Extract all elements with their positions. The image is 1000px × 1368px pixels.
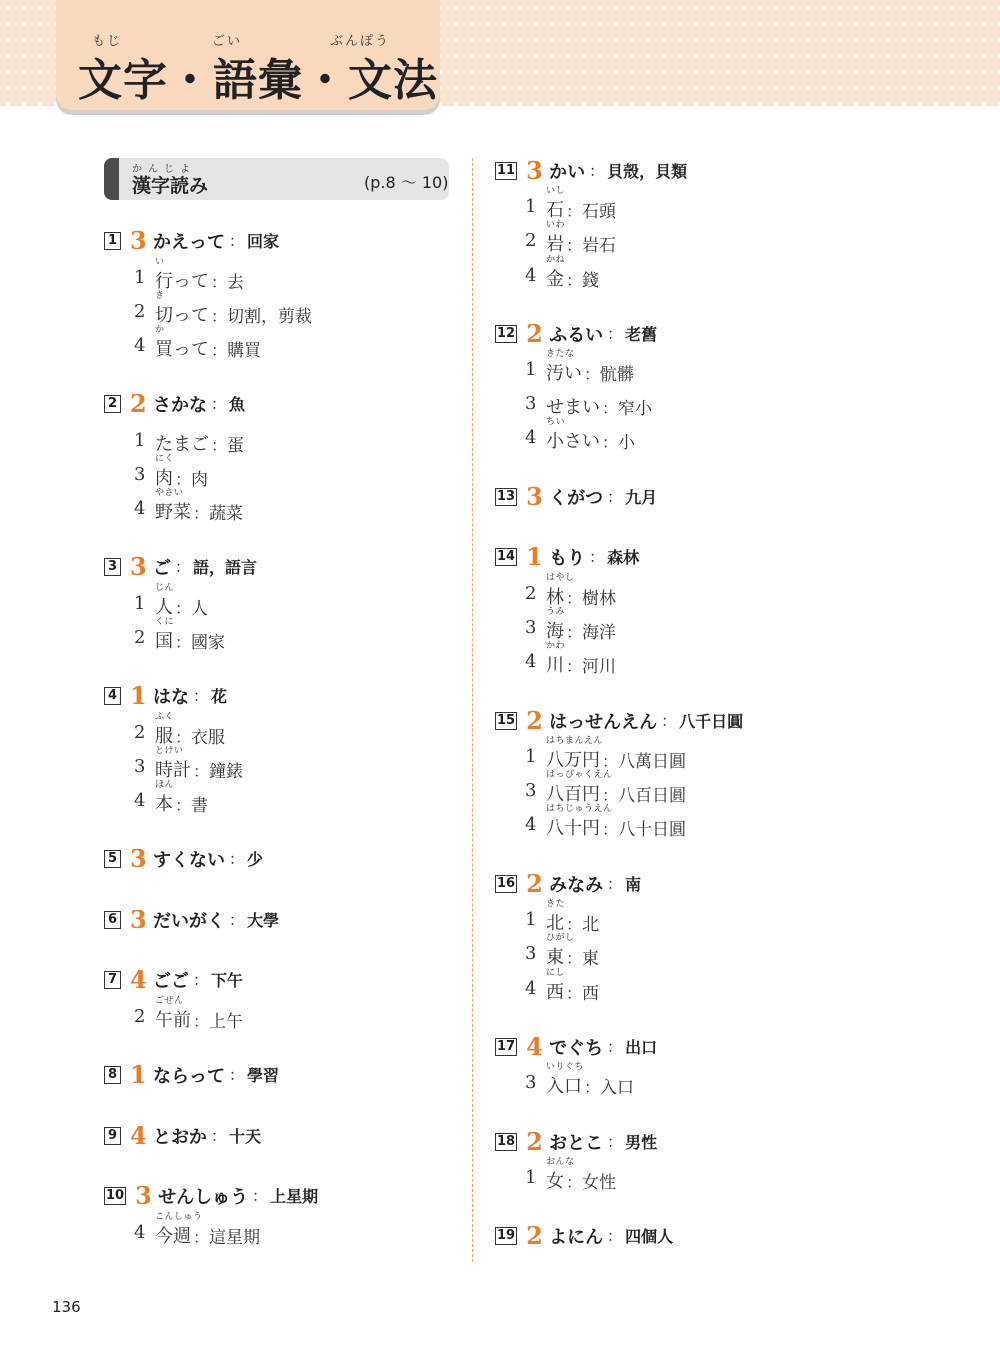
option-meaning: 女性: [582, 1173, 617, 1193]
option-furigana: にく: [155, 454, 175, 464]
answer-reading: みなみ: [549, 874, 604, 896]
answer-reading: かい: [549, 161, 586, 183]
option-word: 入口: [546, 1076, 582, 1097]
option-number: 4: [134, 1222, 146, 1243]
answer-meaning: 南: [625, 875, 642, 894]
question-number: 10: [106, 1188, 125, 1203]
colon: ：: [584, 365, 601, 384]
question-row: [104, 389, 245, 418]
option-number: 3: [134, 464, 146, 485]
question-number: 3: [104, 558, 121, 576]
option-meaning-wrap: [566, 979, 599, 1004]
answer-number: 4: [130, 1121, 147, 1150]
section-furigana: かんじよ: [132, 164, 196, 175]
option-meaning: 人: [191, 599, 209, 619]
option-word: 本: [155, 794, 173, 815]
answer-number: 3: [130, 905, 147, 934]
option-meaning: 窄小: [618, 399, 653, 419]
option-word: 行って: [155, 271, 209, 292]
answer-reading: ふるい: [549, 324, 604, 346]
option-meaning-wrap: [584, 1073, 634, 1098]
answer-meaning: 學習: [247, 1066, 280, 1085]
colon: ：: [211, 395, 227, 413]
question-number: 18: [497, 1134, 516, 1149]
option-number: 4: [134, 498, 146, 519]
option-word: 石: [546, 200, 564, 221]
option-furigana: はっぴゃくえん: [546, 770, 613, 780]
option-meaning: 河川: [582, 657, 617, 677]
colon: ：: [193, 762, 210, 781]
answer-reading: でぐち: [549, 1037, 604, 1059]
colon: ：: [566, 949, 583, 968]
option-meaning: 上午: [209, 1012, 244, 1032]
colon: ：: [175, 633, 192, 652]
colon: ：: [175, 470, 192, 489]
option-number: 4: [134, 335, 146, 356]
colon: ：: [229, 911, 245, 929]
colon: ：: [602, 752, 619, 771]
answer-number: 3: [135, 1181, 152, 1210]
question-row: [495, 542, 639, 571]
answer-meaning: 魚: [229, 395, 246, 414]
option-furigana: とけい: [155, 746, 184, 756]
question-row: [104, 965, 243, 994]
option-meaning-wrap: [566, 197, 616, 222]
option-number: 3: [525, 943, 537, 964]
option-number: 3: [525, 393, 537, 414]
answer-meaning: 回家: [247, 232, 280, 251]
option-meaning: 國家: [191, 633, 226, 653]
option-word: 東: [546, 947, 564, 968]
question-row: [104, 552, 257, 581]
option-number: 4: [525, 427, 537, 448]
page-number: 136: [52, 1298, 81, 1316]
option-meaning: 這星期: [209, 1228, 261, 1248]
question-row: [495, 482, 657, 511]
option-meaning-wrap: [193, 499, 243, 524]
answer-reading: だいがく: [153, 910, 225, 932]
option-word: 野菜: [155, 502, 191, 523]
colon: ：: [175, 728, 192, 747]
option-meaning: 北: [582, 915, 600, 935]
answer-meaning: 下午: [211, 971, 244, 990]
answer-number: 2: [526, 706, 543, 735]
option-word: 川: [546, 655, 564, 676]
colon: ：: [566, 271, 583, 290]
answer-reading: はっせんえん: [549, 711, 658, 733]
option-word: 服: [155, 726, 173, 747]
option-word: 八十円: [546, 818, 600, 839]
colon: ：: [661, 712, 677, 730]
option-number: 3: [134, 756, 146, 777]
option-number: 3: [525, 1072, 537, 1093]
answer-number: 1: [526, 542, 543, 571]
question-row: [104, 844, 263, 873]
option-furigana: ちい: [546, 417, 566, 427]
option-meaning-wrap: [602, 428, 635, 453]
colon: ：: [211, 1127, 227, 1145]
option-furigana: はちじゅうえん: [546, 804, 613, 814]
question-row: [495, 1127, 657, 1156]
question-row: [495, 869, 641, 898]
option-number: 2: [134, 627, 146, 648]
answer-meaning: 上星期: [270, 1187, 319, 1206]
colon: ：: [252, 1187, 268, 1205]
colon: ：: [211, 273, 228, 292]
colon: ：: [589, 162, 605, 180]
question-row: [104, 905, 279, 934]
colon: ：: [175, 558, 191, 576]
answer-meaning: 少: [247, 850, 264, 869]
option-meaning: 海洋: [582, 623, 617, 643]
answer-meaning: 老舊: [625, 325, 658, 344]
option-number: 4: [525, 814, 537, 835]
option-meaning: 肉: [191, 470, 209, 490]
option-meaning-wrap: [566, 584, 616, 609]
option-number: 1: [134, 593, 146, 614]
option-meaning-wrap: [175, 594, 208, 619]
question-number: 19: [497, 1228, 516, 1243]
option-number: 1: [525, 909, 537, 930]
answer-reading: ご: [153, 557, 171, 579]
option-meaning: 入口: [600, 1078, 635, 1098]
option-meaning: 鐘錶: [209, 762, 244, 782]
colon: ：: [602, 786, 619, 805]
question-row: [495, 319, 657, 348]
answer-reading: かえって: [153, 231, 225, 253]
question-row: [104, 226, 279, 255]
title-furigana-goi: ごい: [212, 34, 243, 49]
answer-reading: ならって: [153, 1065, 225, 1087]
answer-meaning: 貝殼，貝類: [607, 162, 688, 181]
option-number: 1: [525, 1167, 537, 1188]
colon: ：: [602, 433, 619, 452]
answer-number: 3: [526, 482, 543, 511]
answer-reading: さかな: [153, 394, 207, 416]
option-meaning-wrap: [602, 747, 686, 772]
colon: ：: [193, 1228, 210, 1247]
answer-meaning: 語，語言: [193, 558, 258, 577]
option-number: 3: [525, 780, 537, 801]
option-word: 西: [546, 982, 564, 1003]
option-meaning: 蔬菜: [209, 504, 244, 524]
option-furigana: にし: [546, 968, 566, 978]
answer-reading: おとこ: [549, 1132, 604, 1154]
option-word: 八百円: [546, 784, 600, 805]
option-meaning: 西: [582, 984, 600, 1004]
colon: ：: [566, 589, 583, 608]
question-row: [495, 1032, 657, 1061]
answer-number: 3: [130, 552, 147, 581]
answer-number: 3: [526, 156, 543, 185]
option-number: 1: [525, 196, 537, 217]
option-furigana: い: [155, 257, 165, 267]
option-meaning-wrap: [566, 944, 599, 969]
option-meaning-wrap: [584, 360, 634, 385]
colon: ：: [193, 504, 210, 523]
colon: ：: [211, 307, 228, 326]
colon: ：: [229, 850, 245, 868]
option-furigana: おんな: [546, 1157, 575, 1167]
option-word: 時計: [155, 760, 191, 781]
option-word: 今週: [155, 1226, 191, 1247]
answer-number: 2: [526, 1127, 543, 1156]
option-furigana: うみ: [546, 607, 566, 617]
question-number: 6: [104, 911, 121, 929]
question-number: 15: [497, 713, 516, 728]
option-meaning: 骯髒: [600, 365, 635, 385]
colon: ：: [566, 984, 583, 1003]
answer-number: 2: [526, 869, 543, 898]
column-divider: [472, 158, 473, 1262]
option-word: 金: [546, 269, 564, 290]
option-meaning: 蛋: [227, 436, 245, 456]
option-number: 4: [525, 265, 537, 286]
answer-number: 4: [526, 1032, 543, 1061]
option-word: 女: [546, 1171, 564, 1192]
option-meaning-wrap: [175, 791, 208, 816]
option-meaning: 錢: [582, 271, 600, 291]
answer-meaning: 出口: [625, 1038, 658, 1057]
option-word: 人: [155, 597, 173, 618]
section-page-range: (p.8 ～ 10): [364, 173, 449, 192]
question-number: 5: [104, 850, 121, 868]
option-meaning: 八萬日圓: [618, 752, 687, 772]
option-furigana: きたな: [546, 349, 575, 359]
option-furigana: じん: [155, 583, 175, 593]
option-number: 4: [525, 978, 537, 999]
option-word: せまい: [546, 397, 600, 418]
answer-meaning: 大學: [247, 911, 280, 930]
colon: ：: [175, 796, 192, 815]
option-word: たまご: [155, 434, 209, 455]
answer-reading: ごご: [153, 970, 189, 992]
colon: ：: [566, 657, 583, 676]
option-word: 午前: [155, 1010, 191, 1031]
colon: ：: [607, 1133, 623, 1151]
option-meaning-wrap: [602, 781, 686, 806]
question-row: [104, 1181, 318, 1210]
option-number: 4: [525, 651, 537, 672]
option-furigana: はちまんえん: [546, 736, 604, 746]
question-row: [104, 1060, 279, 1089]
option-number: 2: [134, 301, 146, 322]
question-number: 17: [497, 1039, 516, 1054]
option-meaning: 購買: [227, 341, 262, 361]
question-number: 11: [497, 163, 516, 178]
option-meaning-wrap: [211, 336, 261, 361]
answer-number: 1: [130, 681, 147, 710]
option-meaning: 衣服: [191, 728, 226, 748]
answer-meaning: 九月: [625, 488, 658, 507]
option-word: 国: [155, 631, 173, 652]
answer-number: 2: [130, 389, 147, 418]
answer-meaning: 男性: [625, 1133, 658, 1152]
option-furigana: いわ: [546, 220, 566, 230]
option-word: 八万円: [546, 750, 600, 771]
option-furigana: き: [155, 291, 165, 301]
colon: ：: [602, 820, 619, 839]
page-title: 文字・語彙・文法: [78, 55, 438, 106]
colon: ：: [229, 232, 245, 250]
question-number: 8: [104, 1066, 121, 1084]
question-row: [495, 1221, 673, 1250]
option-meaning: 書: [191, 796, 209, 816]
answer-number: 1: [130, 1060, 147, 1089]
colon: ：: [607, 1038, 623, 1056]
option-meaning-wrap: [193, 757, 243, 782]
question-row: [495, 156, 687, 185]
option-meaning-wrap: [175, 628, 225, 653]
colon: ：: [607, 325, 623, 343]
option-meaning-wrap: [211, 268, 244, 293]
colon: ：: [584, 1078, 601, 1097]
option-meaning-wrap: [193, 1223, 260, 1248]
option-word: 肉: [155, 468, 173, 489]
option-meaning: 八十日圓: [618, 820, 687, 840]
option-meaning-wrap: [211, 431, 244, 456]
answer-number: 2: [526, 319, 543, 348]
answer-meaning: 四個人: [625, 1227, 674, 1246]
colon: ：: [175, 599, 192, 618]
option-furigana: こんしゅう: [155, 1212, 203, 1222]
answer-meaning: 八千日圓: [679, 712, 744, 731]
colon: ：: [566, 915, 583, 934]
option-word: 岩: [546, 234, 564, 255]
question-number: 12: [497, 326, 516, 341]
title-furigana-bunpou: ぶんぽう: [330, 34, 391, 49]
option-number: 1: [525, 359, 537, 380]
colon: ：: [607, 488, 623, 506]
colon: ：: [229, 1066, 245, 1084]
colon: ：: [566, 623, 583, 642]
question-number: 13: [497, 489, 516, 504]
option-meaning-wrap: [211, 302, 312, 327]
option-furigana: ふく: [155, 712, 175, 722]
option-furigana: かね: [546, 255, 566, 265]
answer-number: 4: [130, 965, 147, 994]
option-number: 1: [134, 267, 146, 288]
colon: ：: [193, 1012, 210, 1031]
colon: ：: [566, 1173, 583, 1192]
answer-reading: もり: [549, 547, 586, 569]
question-number: 16: [497, 876, 516, 891]
option-word: 小さい: [546, 431, 600, 452]
section-header-bar: [104, 158, 119, 200]
option-meaning: 八百日圓: [618, 786, 687, 806]
answer-meaning: 花: [211, 687, 228, 706]
answer-reading: とおか: [153, 1126, 207, 1148]
option-furigana: はやし: [546, 573, 575, 583]
option-meaning-wrap: [566, 231, 616, 256]
option-meaning: 東: [582, 949, 600, 969]
option-meaning: 樹林: [582, 589, 617, 609]
colon: ：: [211, 436, 228, 455]
option-number: 2: [525, 583, 537, 604]
option-number: 3: [525, 617, 537, 638]
colon: ：: [566, 236, 583, 255]
colon: ：: [211, 341, 228, 360]
question-number: 4: [104, 687, 121, 705]
title-furigana-moji: もじ: [92, 34, 123, 49]
option-furigana: くに: [155, 617, 175, 627]
option-number: 1: [134, 430, 146, 451]
option-meaning-wrap: [193, 1007, 243, 1032]
question-number: 1: [104, 232, 121, 250]
question-number: 14: [497, 549, 516, 564]
answer-reading: はな: [153, 686, 189, 708]
option-furigana: やさい: [155, 488, 184, 498]
answer-meaning: 十天: [229, 1127, 262, 1146]
option-furigana: いし: [546, 186, 566, 196]
colon: ：: [589, 548, 605, 566]
question-number: 2: [104, 395, 121, 413]
colon: ：: [602, 399, 619, 418]
colon: ：: [193, 687, 209, 705]
option-word: 買って: [155, 339, 209, 360]
answer-number: 2: [526, 1221, 543, 1250]
option-word: 林: [546, 587, 564, 608]
answer-reading: よにん: [549, 1226, 604, 1248]
option-number: 1: [525, 746, 537, 767]
option-number: 2: [525, 230, 537, 251]
option-meaning-wrap: [602, 394, 652, 419]
answer-number: 3: [130, 844, 147, 873]
option-furigana: ごぜん: [155, 996, 184, 1006]
option-word: 切って: [155, 305, 209, 326]
option-furigana: ひがし: [546, 933, 575, 943]
answer-number: 3: [130, 226, 147, 255]
question-row: [104, 1121, 261, 1150]
option-meaning: 石頭: [582, 202, 617, 222]
colon: ：: [566, 202, 583, 221]
colon: ：: [607, 1227, 623, 1245]
option-furigana: きた: [546, 899, 566, 909]
question-row: [495, 706, 743, 735]
answer-reading: すくない: [153, 849, 225, 871]
question-row: [104, 681, 227, 710]
option-furigana: ほん: [155, 780, 175, 790]
answer-reading: くがつ: [549, 487, 604, 509]
option-furigana: か: [155, 325, 165, 335]
question-number: 9: [104, 1127, 121, 1145]
colon: ：: [607, 875, 623, 893]
option-word: 北: [546, 913, 564, 934]
option-meaning: 岩石: [582, 236, 617, 256]
question-number: 7: [104, 971, 121, 989]
option-meaning-wrap: [566, 618, 616, 643]
option-word: 海: [546, 621, 564, 642]
option-meaning: 小: [618, 433, 636, 453]
option-meaning-wrap: [566, 652, 616, 677]
option-meaning-wrap: [566, 266, 599, 291]
option-number: 4: [134, 790, 146, 811]
option-furigana: いりぐち: [546, 1062, 585, 1072]
option-furigana: かわ: [546, 641, 566, 651]
colon: ：: [193, 971, 209, 989]
option-meaning-wrap: [566, 1168, 616, 1193]
option-meaning: 去: [227, 273, 245, 293]
answer-meaning: 森林: [607, 548, 640, 567]
option-meaning-wrap: [602, 815, 686, 840]
answer-reading: せんしゅう: [158, 1186, 249, 1208]
option-word: 汚い: [546, 363, 582, 384]
section-title: 漢字読み: [132, 175, 209, 197]
option-meaning: 切割，剪裁: [227, 307, 313, 327]
option-number: 2: [134, 722, 146, 743]
option-number: 2: [134, 1006, 146, 1027]
